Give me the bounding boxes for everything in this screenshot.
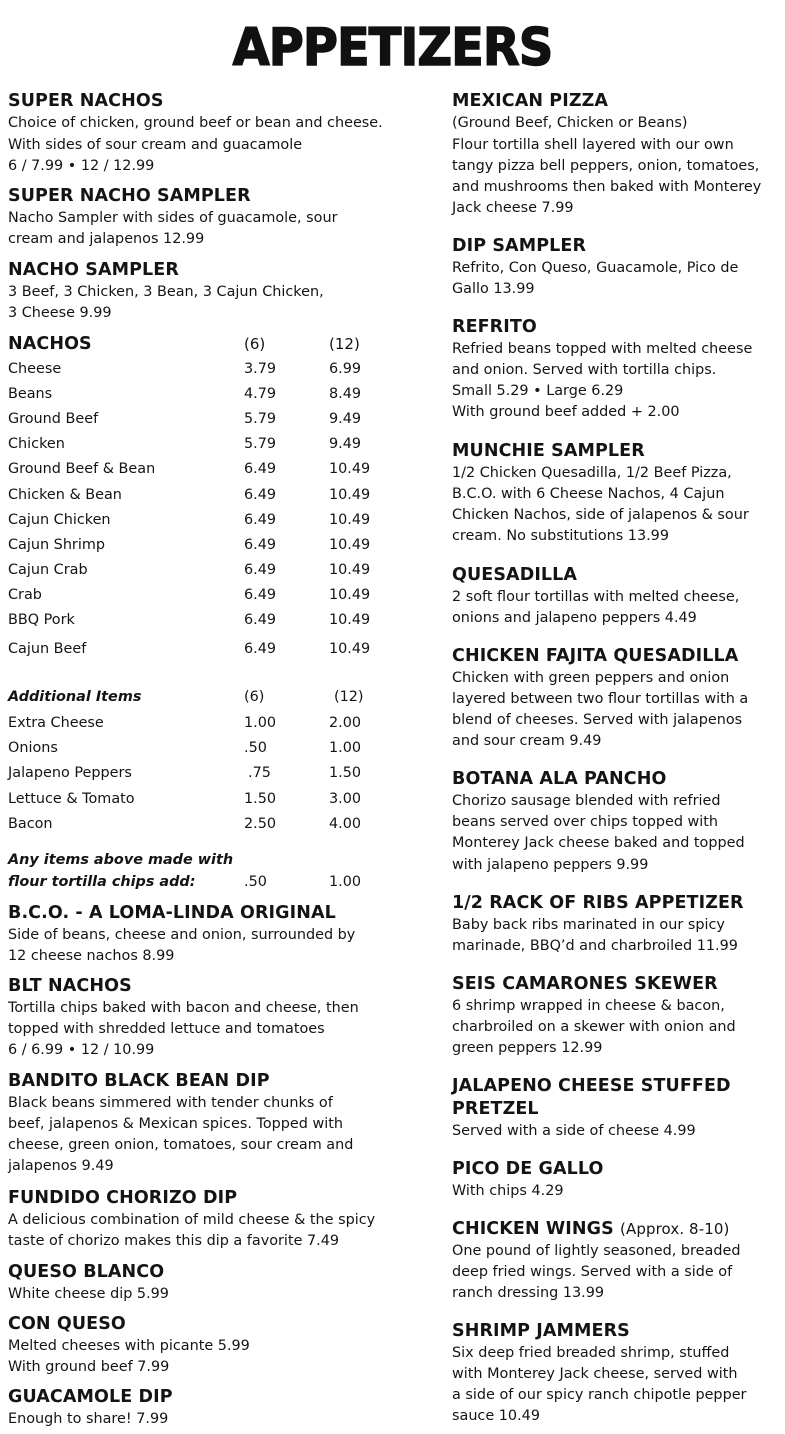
item-name: 1/2 RACK OF RIBS APPETIZER: [452, 893, 744, 913]
item-description: deep fried wings. Served with a side of: [452, 1264, 733, 1280]
item-description: 3 Beef, 3 Chicken, 3 Bean, 3 Cajun Chicken,: [8, 284, 324, 300]
item-description: Refried beans topped with melted cheese: [452, 341, 753, 357]
row-price-12: 9.49: [329, 436, 362, 452]
item-name: PRETZEL: [452, 1099, 539, 1119]
row-price-6: 6.49: [244, 562, 277, 578]
row-price-6: 1.50: [244, 791, 277, 807]
item-description: layered between two flour tortillas with a: [452, 691, 749, 707]
item-description: Refrito, Con Queso, Guacamole, Pico de: [452, 260, 739, 276]
item-description: Chicken Nachos, side of jalapenos & sour: [452, 507, 749, 523]
row-price-12: 10.49: [329, 641, 371, 657]
item-description: sauce 10.49: [452, 1408, 540, 1424]
row-price-12: 1.50: [329, 765, 362, 781]
item-name: MEXICAN PIZZA: [452, 91, 609, 111]
item-name: SHRIMP JAMMERS: [452, 1321, 630, 1341]
item-name: DIP SAMPLER: [452, 236, 587, 256]
item-description: with jalapeno peppers 9.99: [452, 857, 649, 873]
item-name: QUESADILLA: [452, 565, 578, 585]
row-item: Cheese: [8, 361, 62, 377]
row-price-6: .50: [244, 740, 267, 756]
row-price-6: 6.49: [244, 461, 277, 477]
row-price-6: 6.49: [244, 537, 277, 553]
item-name: B.C.O. - A LOMA-LINDA ORIGINAL: [8, 903, 336, 923]
row-item: BBQ Pork: [8, 612, 75, 628]
item-name: BOTANA ALA PANCHO: [452, 769, 667, 789]
item-name: QUESO BLANCO: [8, 1262, 165, 1282]
item-description: Nacho Sampler with sides of guacamole, sour: [8, 210, 338, 226]
item-name: BANDITO BLACK BEAN DIP: [8, 1071, 270, 1091]
item-description: 12 cheese nachos 8.99: [8, 948, 175, 964]
item-name-text: CHICKEN WINGS: [452, 1219, 614, 1239]
item-description: Chicken with green peppers and onion: [452, 670, 730, 686]
item-name-note: (Approx. 8-10): [620, 1220, 730, 1238]
row-item: Onions: [8, 740, 58, 756]
item-description: Monterey Jack cheese baked and topped: [452, 835, 745, 851]
item-name: MUNCHIE SAMPLER: [452, 441, 645, 461]
item-description: and sour cream 9.49: [452, 733, 602, 749]
item-description: Enough to share! 7.99: [8, 1411, 169, 1427]
note-text: flour tortilla chips add:: [8, 874, 196, 890]
item-description: Served with a side of cheese 4.99: [452, 1123, 696, 1139]
item-description: Melted cheeses with picante 5.99: [8, 1338, 250, 1354]
row-price-12: 9.49: [329, 411, 362, 427]
row-item: Cajun Shrimp: [8, 537, 106, 553]
item-description: cream. No substitutions 13.99: [452, 528, 669, 544]
column-header-6: (6): [244, 689, 265, 705]
row-price-6: 6.49: [244, 612, 277, 628]
row-price-12: 10.49: [329, 487, 371, 503]
item-name: [452, 1218, 729, 1240]
item-description: Side of beans, cheese and onion, surrounded by: [8, 927, 356, 943]
row-item: Cajun Crab: [8, 562, 88, 578]
item-description: Tortilla chips baked with bacon and cheese, then: [8, 1000, 359, 1016]
row-item: Chicken & Bean: [8, 487, 122, 503]
item-description: cheese, green onion, tomatoes, sour cream and: [8, 1137, 354, 1153]
column-header-12: (12): [329, 335, 360, 353]
item-description: cream and jalapenos 12.99: [8, 231, 205, 247]
item-name: PICO DE GALLO: [452, 1159, 604, 1179]
row-price-6: 6.49: [244, 487, 277, 503]
item-description: Flour tortilla shell layered with our own: [452, 137, 734, 153]
item-name: CON QUESO: [8, 1314, 126, 1334]
row-price-6: 5.79: [244, 436, 277, 452]
item-description: One pound of lightly seasoned, breaded: [452, 1243, 741, 1259]
note-text: Any items above made with: [8, 852, 234, 868]
item-description: taste of chorizo makes this dip a favorite 7.49: [8, 1233, 340, 1249]
item-description: 2 soft flour tortillas with melted cheese,: [452, 589, 740, 605]
row-price-12: 4.00: [329, 816, 362, 832]
item-description: jalapenos 9.49: [8, 1158, 114, 1174]
row-price-12: 8.49: [329, 386, 362, 402]
row-price-12: 10.49: [329, 612, 371, 628]
row-item: Chicken: [8, 436, 65, 452]
item-description: ranch dressing 13.99: [452, 1285, 605, 1301]
item-description: Six deep fried breaded shrimp, stuffed: [452, 1345, 730, 1361]
row-price-12: 3.00: [329, 791, 362, 807]
item-name: BLT NACHOS: [8, 976, 132, 996]
row-item: Bacon: [8, 816, 53, 832]
item-description: charbroiled on a skewer with onion and: [452, 1019, 736, 1035]
row-price-6: 4.79: [244, 386, 277, 402]
row-price-12: 10.49: [329, 461, 371, 477]
item-name: REFRITO: [452, 317, 537, 337]
item-description: 3 Cheese 9.99: [8, 305, 112, 321]
item-description: With chips 4.29: [452, 1183, 564, 1199]
row-price-12: 10.49: [329, 587, 371, 603]
row-price-6: 6.49: [244, 641, 277, 657]
item-description: Choice of chicken, ground beef or bean and cheese.: [8, 115, 383, 131]
row-item: Crab: [8, 587, 42, 603]
item-description: Gallo 13.99: [452, 281, 535, 297]
row-price-6: 3.79: [244, 361, 277, 377]
row-price-12: 10.49: [329, 512, 371, 528]
item-name: CHICKEN FAJITA QUESADILLA: [452, 646, 739, 666]
row-price-12: 1.00: [329, 740, 362, 756]
row-price-12: 2.00: [329, 715, 362, 731]
section-heading: NACHOS: [8, 334, 92, 354]
item-description: A delicious combination of mild cheese & the spicy: [8, 1212, 376, 1228]
item-description: (Ground Beef, Chicken or Beans): [452, 115, 688, 131]
row-price-6: .50: [244, 874, 267, 890]
item-description: a side of our spicy ranch chipotle pepper: [452, 1387, 747, 1403]
row-price-6: 5.79: [244, 411, 277, 427]
item-description: White cheese dip 5.99: [8, 1286, 169, 1302]
item-description: beef, jalapenos & Mexican spices. Topped with: [8, 1116, 343, 1132]
row-item: Extra Cheese: [8, 715, 104, 731]
column-header-6: (6): [244, 335, 266, 353]
item-name: SEIS CAMARONES SKEWER: [452, 974, 718, 994]
row-price-12: 6.99: [329, 361, 362, 377]
row-price-12: 10.49: [329, 537, 371, 553]
item-description: onions and jalapeno peppers 4.49: [452, 610, 697, 626]
item-price: 6 / 6.99 • 12 / 10.99: [8, 1042, 155, 1058]
column-header-12: (12): [334, 689, 364, 705]
item-description: Baby back ribs marinated in our spicy: [452, 917, 725, 933]
item-description: With sides of sour cream and guacamole: [8, 137, 303, 153]
item-description: topped with shredded lettuce and tomatoes: [8, 1021, 325, 1037]
item-name: GUACAMOLE DIP: [8, 1387, 173, 1407]
row-item: Jalapeno Peppers: [8, 765, 132, 781]
item-price: With ground beef added + 2.00: [452, 404, 680, 420]
item-description: B.C.O. with 6 Cheese Nachos, 4 Cajun: [452, 486, 725, 502]
item-description: beans served over chips topped with: [452, 814, 719, 830]
item-description: Black beans simmered with tender chunks of: [8, 1095, 333, 1111]
item-name: NACHO SAMPLER: [8, 260, 179, 280]
item-name: JALAPENO CHEESE STUFFED: [452, 1076, 731, 1096]
section-heading: Additional Items: [8, 689, 142, 705]
row-item: Ground Beef & Bean: [8, 461, 156, 477]
row-item: Ground Beef: [8, 411, 99, 427]
row-item: Lettuce & Tomato: [8, 791, 135, 807]
item-description: blend of cheeses. Served with jalapenos: [452, 712, 743, 728]
row-price-6: 2.50: [244, 816, 277, 832]
row-item: Cajun Beef: [8, 641, 87, 657]
item-price: Small 5.29 • Large 6.29: [452, 383, 624, 399]
item-description: tangy pizza bell peppers, onion, tomatoes,: [452, 158, 760, 174]
row-price-6: 1.00: [244, 715, 277, 731]
item-description: and mushrooms then baked with Monterey: [452, 179, 762, 195]
page-title: APPETIZERS: [232, 18, 553, 78]
row-price-12: 1.00: [329, 874, 362, 890]
row-price-6: 6.49: [244, 512, 277, 528]
item-description: 1/2 Chicken Quesadilla, 1/2 Beef Pizza,: [452, 465, 732, 481]
item-name: FUNDIDO CHORIZO DIP: [8, 1188, 238, 1208]
item-description: marinade, BBQ’d and charbroiled 11.99: [452, 938, 738, 954]
item-price: 6 / 7.99 • 12 / 12.99: [8, 158, 155, 174]
item-description: green peppers 12.99: [452, 1040, 603, 1056]
row-item: Beans: [8, 386, 53, 402]
item-description: Chorizo sausage blended with refried: [452, 793, 721, 809]
item-description: Jack cheese 7.99: [452, 200, 574, 216]
row-item: Cajun Chicken: [8, 512, 111, 528]
item-description: 6 shrimp wrapped in cheese & bacon,: [452, 998, 725, 1014]
row-price-12: 10.49: [329, 562, 371, 578]
item-name: SUPER NACHO SAMPLER: [8, 186, 251, 206]
item-description: and onion. Served with tortilla chips.: [452, 362, 717, 378]
item-description: with Monterey Jack cheese, served with: [452, 1366, 738, 1382]
item-name: SUPER NACHOS: [8, 91, 164, 111]
item-description: With ground beef 7.99: [8, 1359, 170, 1375]
row-price-6: 6.49: [244, 587, 277, 603]
row-price-6: .75: [248, 765, 271, 781]
